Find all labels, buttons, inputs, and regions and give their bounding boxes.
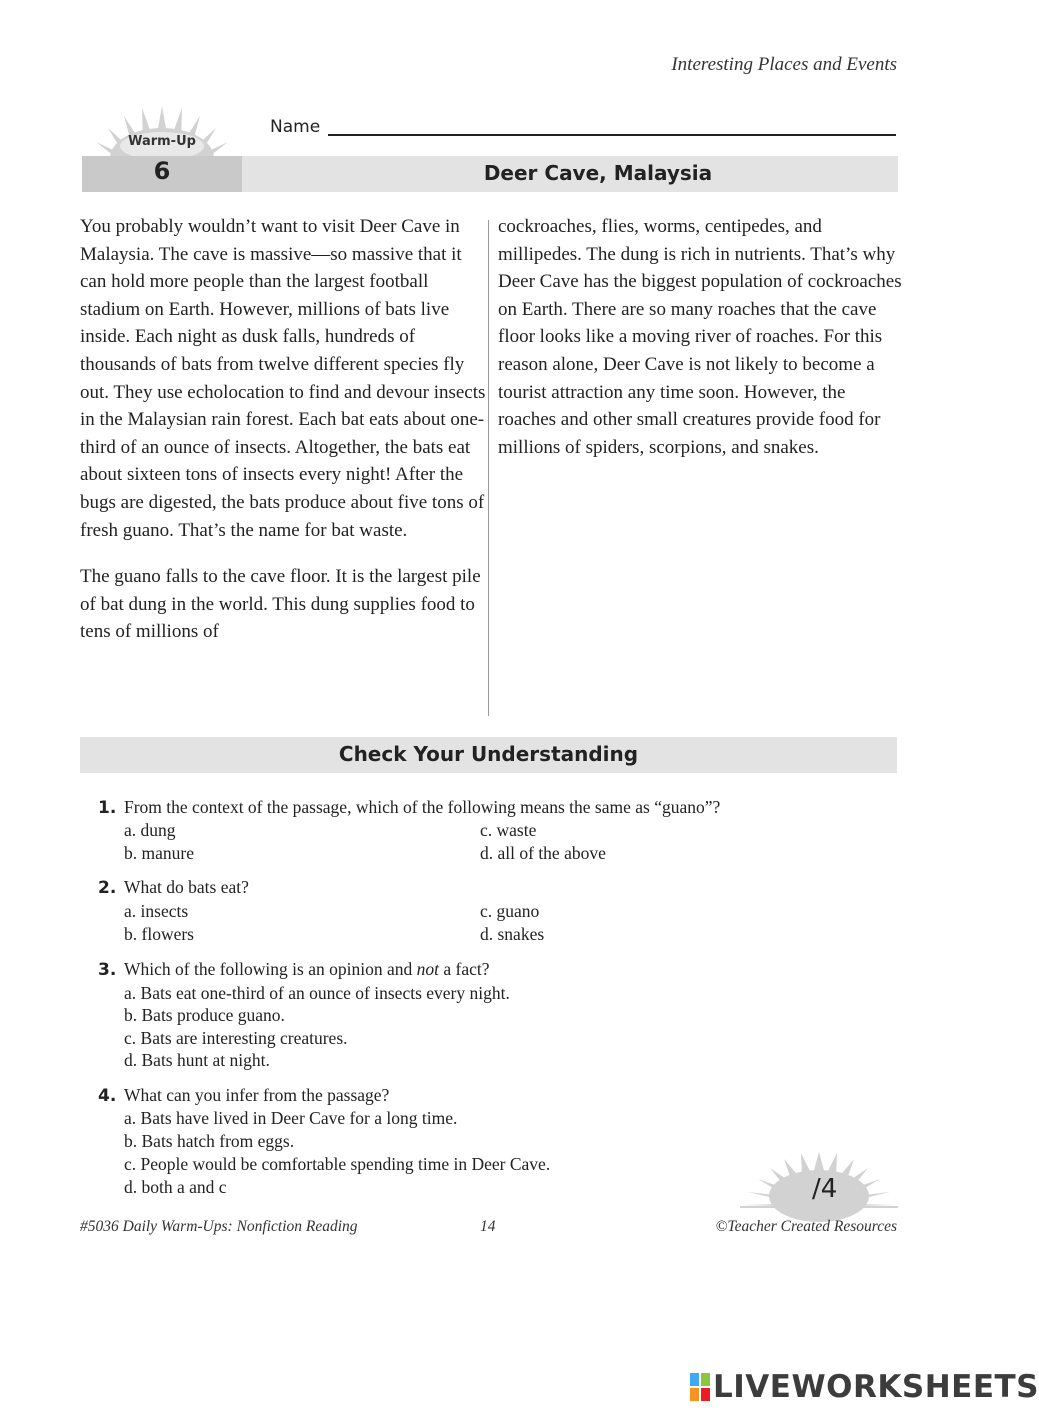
question-4-option-c[interactable]: c. People would be comfortable spending time in Deer Cave. [124,1154,551,1174]
running-head: Interesting Places and Events [671,54,897,75]
name-field-line[interactable] [328,134,896,136]
question-4-option-b[interactable]: b. Bats hatch from eggs. [124,1131,295,1151]
question-1-option-c[interactable]: c. waste [480,820,537,840]
question-4-option-d[interactable]: d. both a and c [124,1177,227,1197]
passage-paragraph: The guano falls to the cave floor. It is the largest pile of bat dung in the world. This dung supplies food to tens of millions of [80,566,481,643]
question-3-text-before: Which of the following is an opinion and [124,959,417,979]
question-4-text: What can you infer from the passage? [124,1085,390,1105]
question-2-text: What do bats eat? [124,877,249,897]
question-2-option-d[interactable]: d. snakes [480,924,545,944]
question-3-option-d[interactable]: d. Bats hunt at night. [124,1050,270,1070]
question-2-number: 2. [98,878,117,898]
check-understanding-title: Check Your Understanding [338,742,639,766]
passage-paragraph: You probably wouldn’t want to visit Deer Cave in Malaysia. The cave is massive—so massive that it can hold more people than the largest football stadium on Earth. However, millions of bats live inside. Each night as dusk falls, hundreds of thousands of bats from twelve different species fly out. They use echolocation to find and devour insects in the Malaysian rain forest. Each bat eats about one-third of an ounce of insects. Altogether, the bats eat about sixteen tons of insects every night! After the bugs are digested, the bats produce about five tons of fresh guano. That’s the name for bat waste. [80,216,486,541]
question-2-option-a[interactable]: a. insects [124,901,189,921]
passage-left-column [80,213,490,646]
question-1-text: From the context of the passage, which of the following means the same as “guano”? [124,797,721,817]
question-3-text-after: a fact? [438,959,490,979]
question-3-option-b[interactable]: b. Bats produce guano. [124,1005,285,1025]
passage-paragraph: cockroaches, flies, worms, centipedes, and millipedes. The dung is rich in nutrients. That’s why Deer Cave has the biggest population of cockroaches on Earth. There are so many roaches that the cave floor looks like a moving river of roaches. For this reason alone, Deer Cave is not likely to become a tourist attraction any time soon. However, the roaches and other small creatures provide food for millions of spiders, scorpions, and snakes. [498,216,902,458]
question-3-text [124,959,489,980]
footer-page-number: 14 [480,1218,496,1235]
question-2-option-c[interactable]: c. guano [480,901,540,921]
liveworksheets-logo-icon [690,1373,710,1401]
passage-right-column [498,213,908,461]
footer-copyright: ©Teacher Created Resources [715,1218,897,1235]
question-4-number: 4. [98,1086,117,1106]
question-1-option-a[interactable]: a. dung [124,820,176,840]
footer-book-title: #5036 Daily Warm-Ups: Nonfiction Reading [80,1218,358,1235]
warmup-label: Warm-Up [128,134,196,149]
question-3-option-c[interactable]: c. Bats are interesting creatures. [124,1028,348,1048]
question-1-number: 1. [98,798,117,818]
score-box: /4 [812,1174,838,1204]
page-title: Deer Cave, Malaysia [483,161,713,185]
question-3-option-a[interactable]: a. Bats eat one-third of an ounce of insects every night. [124,983,510,1003]
question-3-number: 3. [98,960,117,980]
question-4-option-a[interactable]: a. Bats have lived in Deer Cave for a long time. [124,1108,458,1128]
name-label: Name [270,117,321,137]
liveworksheets-logo-text[interactable]: LIVEWORKSHEETS [713,1369,1039,1405]
question-2-option-b[interactable]: b. flowers [124,924,194,944]
question-1-option-d[interactable]: d. all of the above [480,843,606,863]
column-divider [488,220,489,716]
question-1-option-b[interactable]: b. manure [124,843,194,863]
warmup-number: 6 [153,157,171,185]
question-3-text-italic: not [416,959,439,979]
